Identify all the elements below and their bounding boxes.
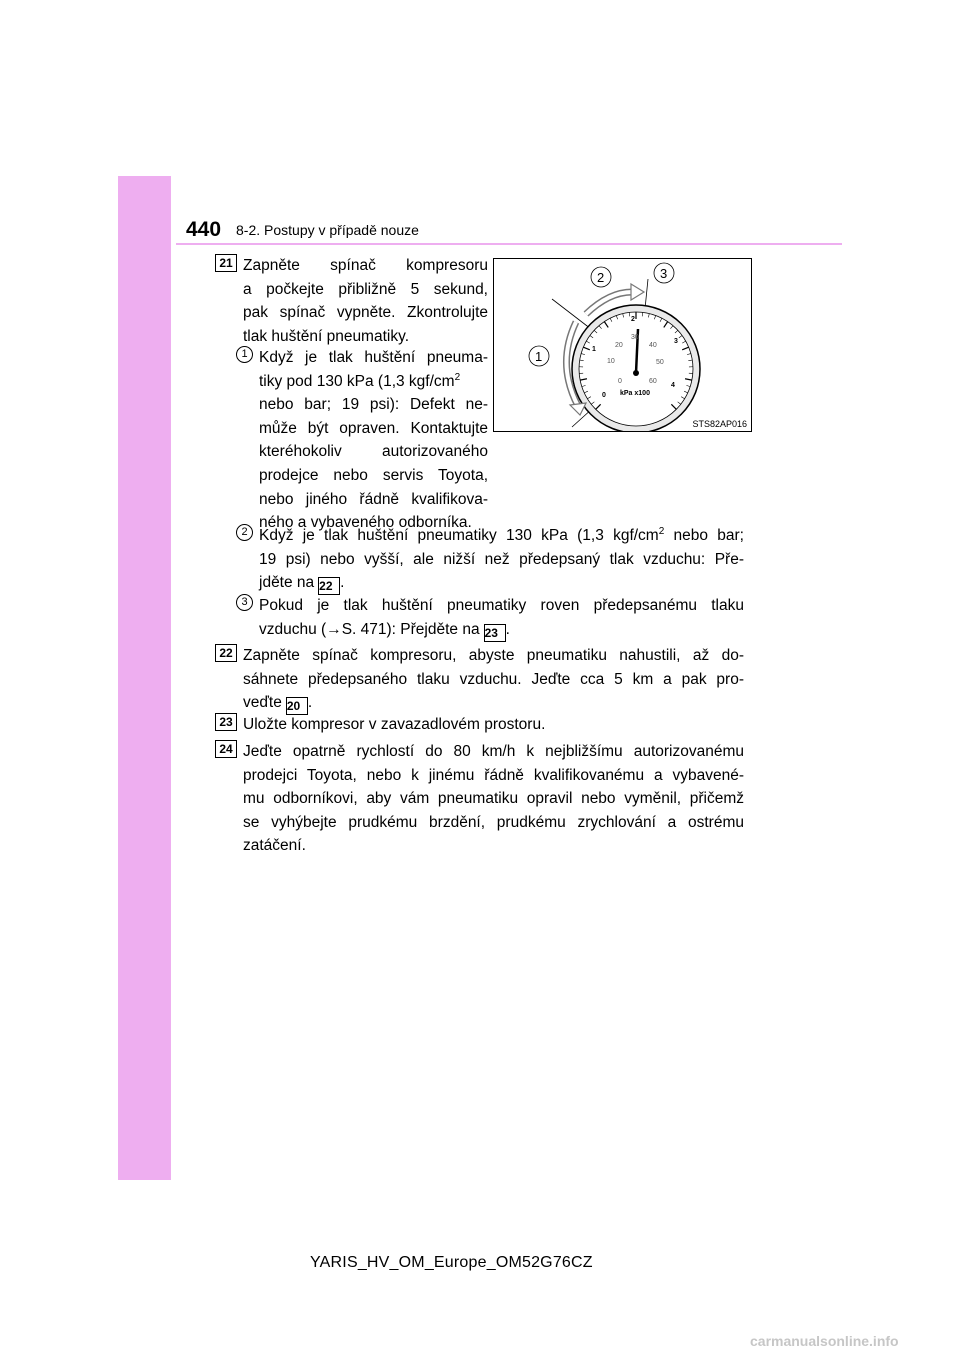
step-marker-22: 22	[215, 644, 237, 662]
figure-code: STS82AP016	[692, 419, 747, 429]
step-22-line: Zapněte spínač kompresoru, abyste pneumatiku nahustili, až do-	[243, 647, 744, 664]
gauge-label-outer: 2	[631, 316, 635, 323]
step-ref-22[interactable]: 22	[318, 577, 340, 595]
gauge-label-outer: 4	[671, 382, 675, 389]
sub-3-line-part[interactable]: S. 471): Přejděte na	[341, 620, 480, 638]
chapter-sidebar-tab	[118, 176, 171, 1180]
step-marker-21: 21	[215, 254, 237, 272]
step-23-text	[243, 713, 744, 737]
section-title: 8-2. Postupy v případě nouze	[236, 222, 419, 238]
step-23-line: Uložte kompresor v zavazadlovém prostoru.	[243, 716, 546, 733]
superscript: 2	[658, 525, 665, 537]
gauge-label-inner: 40	[649, 342, 657, 349]
sub-marker-1: 1	[236, 346, 253, 363]
gauge-label-inner: 20	[615, 342, 623, 349]
callout-3-label: 3	[660, 266, 668, 281]
sub-3-line-part: vzduchu (	[259, 620, 327, 638]
step-22-line-part: veďte	[243, 694, 282, 712]
sub-1-text	[259, 346, 488, 535]
step-24-line: Jeďte opatrně rychlostí do 80 km/h k nejbližšímu autorizovanému	[243, 743, 744, 760]
step-marker-23: 23	[215, 713, 237, 731]
step-21-line: Zapněte spínač kompresoru	[243, 257, 488, 274]
step-ref-23[interactable]: 23	[484, 624, 506, 642]
gauge-label-inner: 30	[631, 334, 639, 341]
sub-1-line: ného a vybaveného odborníka.	[259, 514, 472, 532]
callout-2-label: 2	[597, 270, 605, 285]
sub-2-line	[259, 571, 744, 595]
sub-1-line-part: tiky pod 130 kPa (1,3 kgf/cm	[259, 372, 455, 390]
gauge-label-inner: 50	[656, 359, 664, 366]
sub-1-line: prodejce nebo servis Toyota,	[259, 466, 488, 484]
sub-1-line: nebo bar; 19 psi): Defekt ne-	[259, 396, 488, 414]
sub-2-line-part: nebo bar;	[664, 527, 744, 544]
sub-marker-3: 3	[236, 594, 253, 611]
gauge-label-inner: 0	[618, 378, 622, 385]
punctuation: .	[340, 574, 345, 592]
step-24-line: se vyhýbejte prudkému brzdění, prudkému zrychlování a ostrému	[243, 813, 744, 831]
gauge-label-outer: 0	[602, 392, 606, 399]
page-number: 440	[186, 218, 222, 241]
sub-3-text	[259, 594, 744, 642]
sub-2-line	[259, 524, 744, 548]
step-21-line: a počkejte přibližně 5 sekund,	[243, 280, 488, 298]
tire-pressure-gauge-figure	[493, 258, 752, 432]
sub-1-line: Když je tlak huštění pneuma-	[259, 349, 488, 366]
arrow-2-head	[631, 284, 644, 300]
watermark: carmanualsonline.info	[750, 1333, 899, 1349]
gauge-label-outer: 1	[592, 346, 596, 353]
document-id: YARIS_HV_OM_Europe_OM52G76CZ	[310, 1254, 593, 1271]
callout-1-label: 1	[535, 349, 543, 364]
step-21-line: tlak huštění pneumatiky.	[243, 327, 409, 345]
sub-3-line	[259, 618, 744, 642]
punctuation: .	[505, 620, 510, 638]
sub-2-text	[259, 524, 744, 595]
step-21-line: pak spínač vypněte. Zkontrolujte	[243, 304, 488, 322]
gauge-illustration	[494, 259, 751, 431]
step-24-text	[243, 740, 744, 858]
sub-2-line: 19 psi) nebo vyšší, ale nižší než předepsaný tlak vzduchu: Pře-	[259, 550, 744, 568]
sub-1-line: nebo jiného řádně kvalifikova-	[259, 490, 488, 508]
step-marker-24: 24	[215, 740, 237, 758]
sub-3-line: Pokud je tlak huštění pneumatiky roven předepsanému tlaku	[259, 597, 744, 614]
sub-marker-2: 2	[236, 524, 253, 541]
arrow-1-head	[570, 403, 586, 415]
gauge-label-inner: 60	[649, 378, 657, 385]
step-24-line: mu odborníkovi, aby vám pneumatiku opravil nebo vyměnil, přičemž	[243, 790, 744, 808]
step-24-line: zatáčení.	[243, 837, 306, 855]
gauge-label-outer: 3	[674, 338, 678, 345]
sub-1-line: kteréhokoliv autorizovaného	[259, 443, 488, 461]
step-ref-20[interactable]: 20	[286, 697, 308, 715]
step-22-text	[243, 644, 744, 715]
gauge-label-inner: 10	[607, 358, 615, 365]
sub-1-line: může být opraven. Kontaktujte	[259, 419, 488, 437]
gauge-unit-label: kPa x100	[620, 390, 650, 397]
step-21-text	[243, 254, 488, 348]
needle-hub	[633, 370, 639, 376]
punctuation: .	[307, 694, 313, 712]
sub-1-line	[259, 370, 488, 394]
step-22-line	[243, 691, 744, 715]
arrow-right-icon: →	[326, 620, 342, 638]
step-24-line: prodejci Toyota, nebo k jinému řádně kvalifikovanému a vybavené-	[243, 766, 744, 784]
superscript: 2	[454, 371, 461, 383]
sub-2-line-part: jděte na	[259, 574, 315, 592]
sub-2-line-part: Když je tlak huštění pneumatiky 130 kPa (1,3 kgf/cm	[259, 527, 659, 544]
step-22-line: sáhnete předepsaného tlaku vzduchu. Jeďte cca 5 km a pak pro-	[243, 670, 744, 688]
header-divider	[176, 243, 842, 245]
